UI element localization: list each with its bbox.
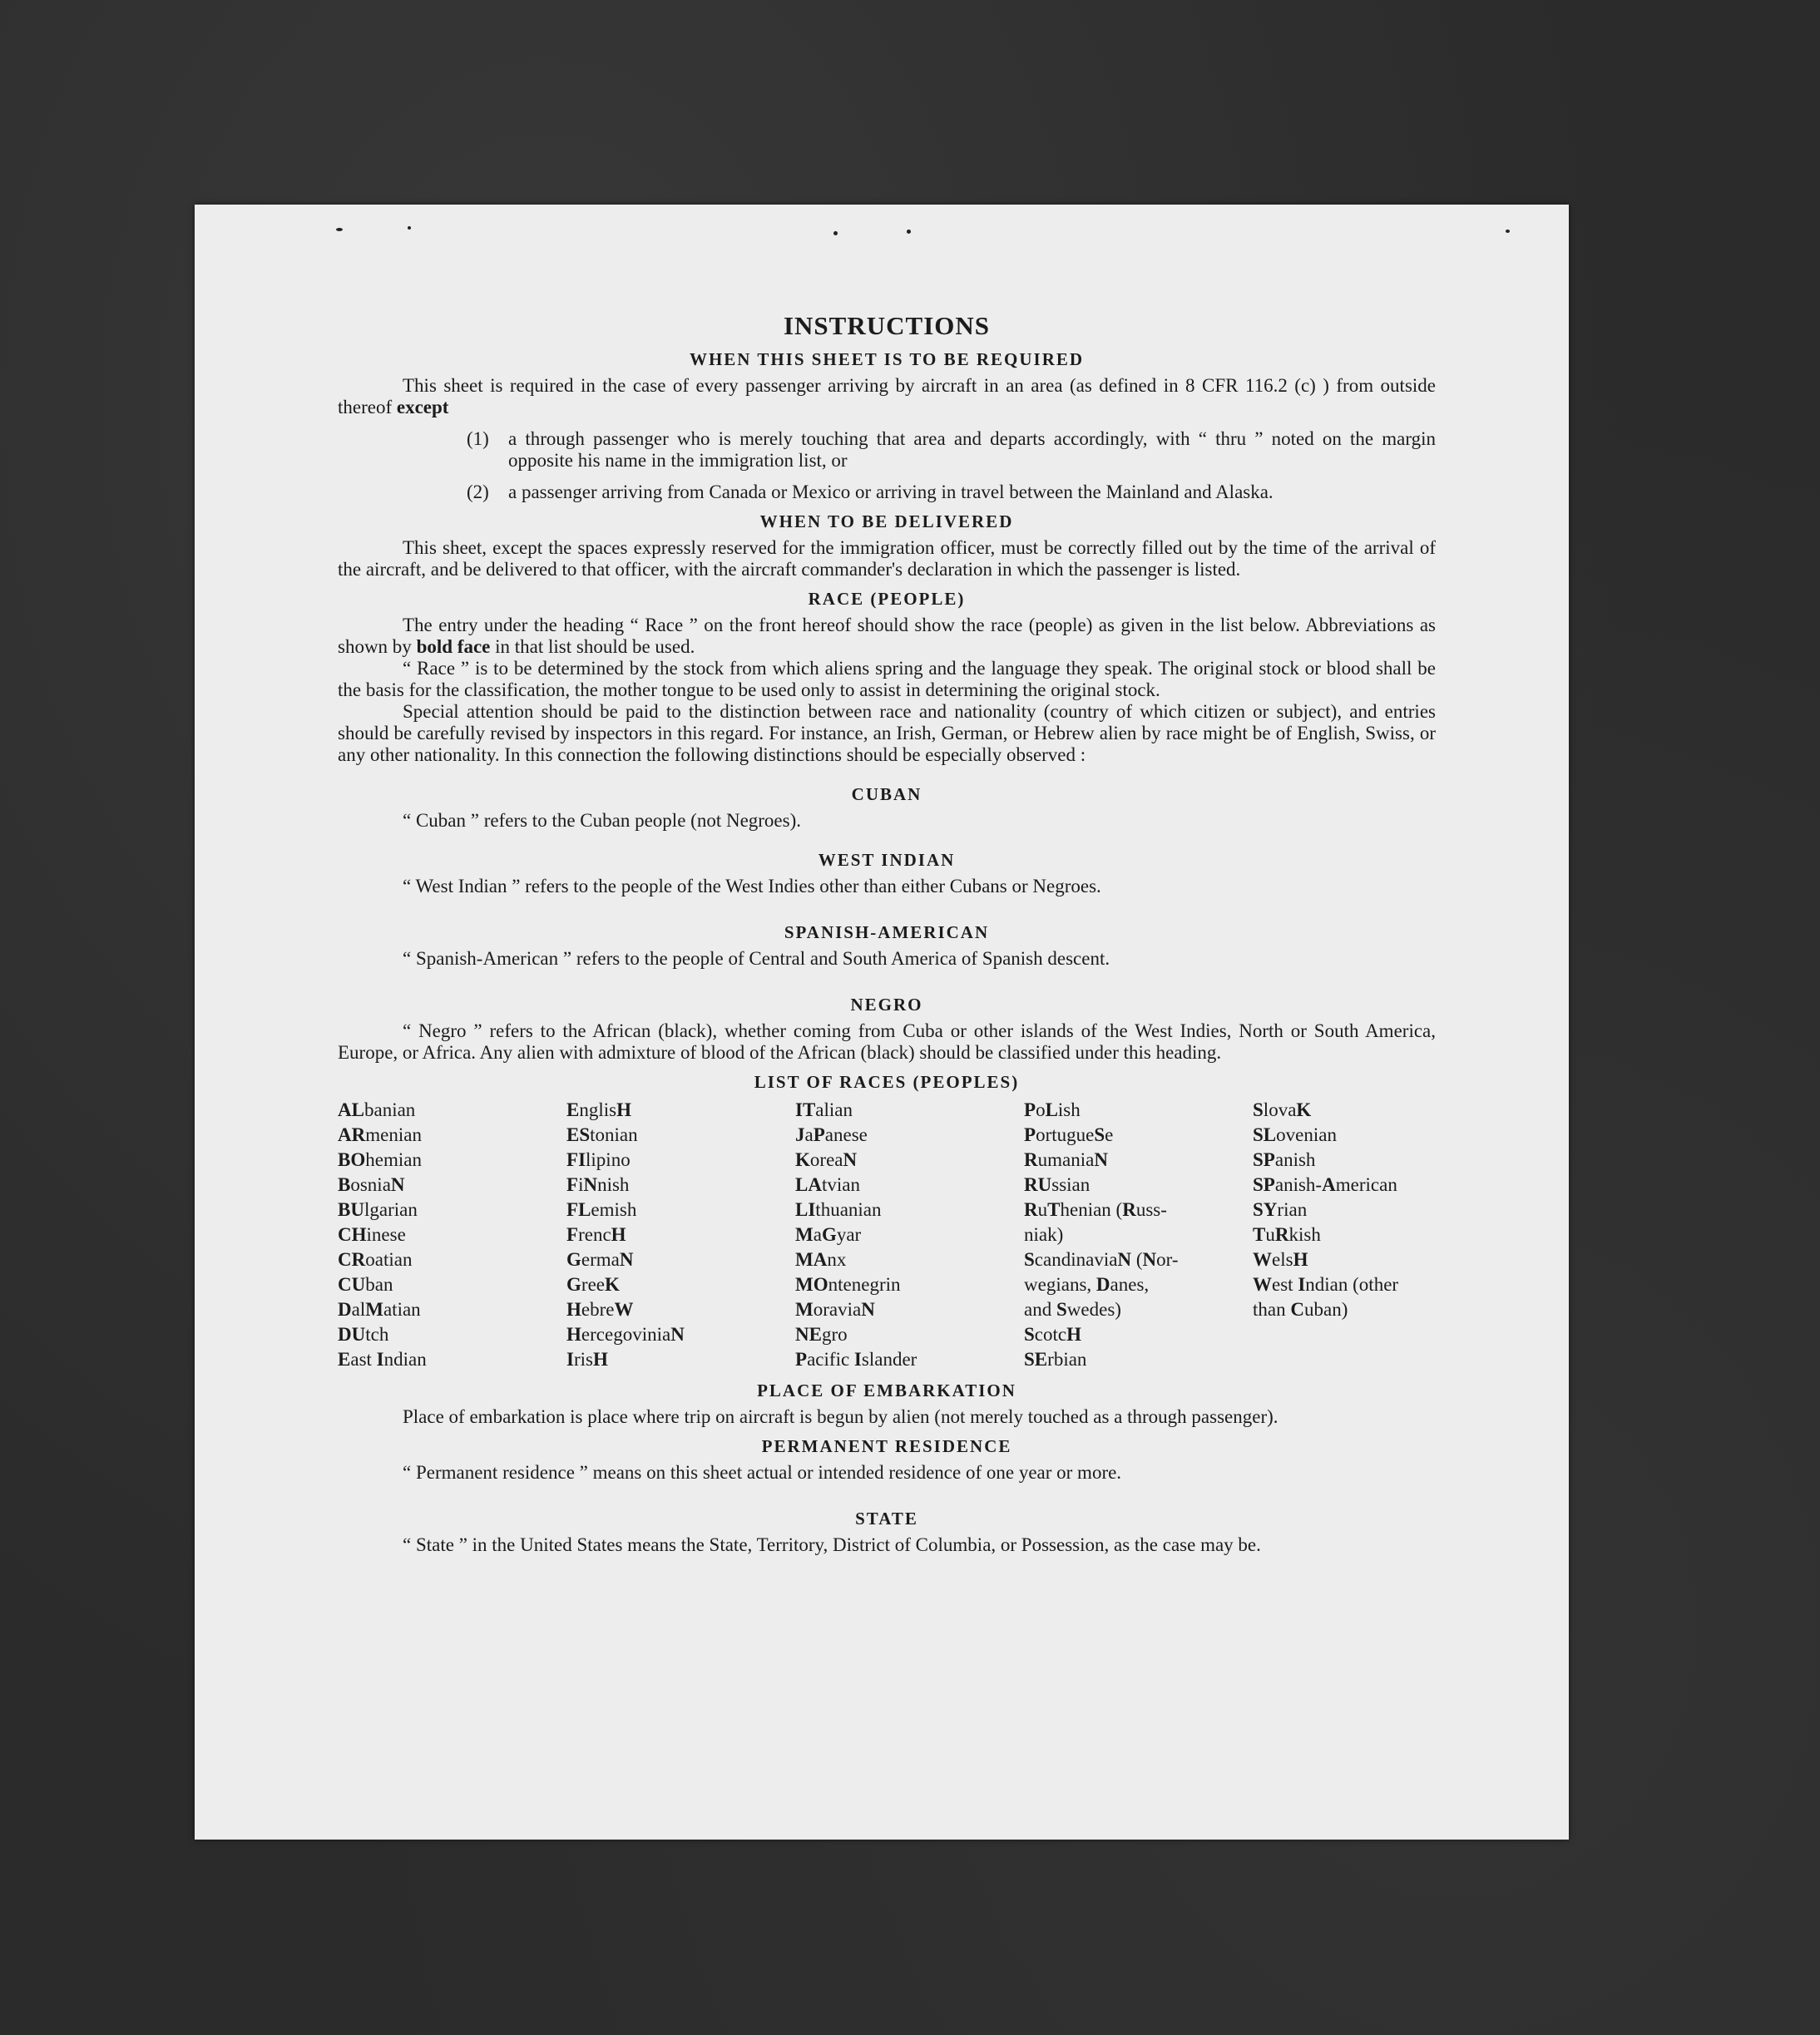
heading-negro: NEGRO [850, 995, 923, 1015]
cuban-paragraph: “ Cuban ” refers to the Cuban people (not Negroes). [403, 810, 802, 831]
negro-paragraph: “ Negro ” refers to the African (black), whether coming from Cuba or other islands of the West Indies, North or South America, Europe, or Africa. Any alien with admixture of blood of the African (black) should be classified under this heading. [338, 1020, 1436, 1063]
state-paragraph: “ State ” in the United States means the State, Territory, District of Columbia, or Possession, as the case may be. [403, 1534, 1261, 1555]
heading-west-indian: WEST INDIAN [818, 850, 956, 870]
race-item: SPanish [1253, 1149, 1316, 1170]
race-item: RumaniaN [1024, 1149, 1108, 1170]
race-item: DUtch [338, 1324, 389, 1345]
race-item: FiNnish [566, 1174, 630, 1195]
speck [336, 228, 343, 231]
race-item: SlovaK [1253, 1099, 1312, 1120]
race-item: NEgro [795, 1324, 848, 1345]
race-item: niak) [1024, 1224, 1064, 1245]
race-item: MAnx [795, 1249, 847, 1270]
required-item-2: (2) a passenger arriving from Canada or Mexico or arriving in travel between the Mainland and Alaska. [467, 482, 1274, 502]
race-item: SPanish-American [1253, 1174, 1397, 1195]
race-item: MaGyar [795, 1224, 862, 1245]
race-item: BOhemian [338, 1149, 422, 1170]
race-item: PortugueSe [1024, 1124, 1114, 1145]
race-item: East Indian [338, 1349, 427, 1370]
required-paragraph: This sheet is required in the case of every passenger arriving by aircraft in an area (as defined in 8 CFR 116.2 (c) ) from outside thereof except [338, 375, 1436, 417]
race-item: RuThenian (Russ- [1024, 1199, 1167, 1220]
race-item: CHinese [338, 1224, 406, 1245]
race-item: ScotcH [1024, 1324, 1082, 1345]
document-sheet [195, 205, 1569, 1840]
race-item: SErbian [1024, 1349, 1087, 1370]
race-item: GermaN [566, 1249, 634, 1270]
race-item: than Cuban) [1253, 1299, 1348, 1320]
race-item: PoLish [1024, 1099, 1081, 1120]
race-item: FIlipino [566, 1149, 631, 1170]
heading-list-of-races: LIST OF RACES (PEOPLES) [754, 1072, 1020, 1092]
race-item: IrisH [566, 1349, 608, 1370]
delivered-paragraph: This sheet, except the spaces expressly reserved for the immigration officer, must be correctly filled out by the time of the arrival of the aircraft, and be delivered to that officer, with the aircraft commander's declaration in which the passenger is listed. [338, 537, 1436, 580]
race-item: SLovenian [1253, 1124, 1337, 1145]
race-item: WelsH [1253, 1249, 1308, 1270]
race-item: wegians, Danes, [1024, 1274, 1150, 1295]
heading-embarkation: PLACE OF EMBARKATION [757, 1381, 1016, 1400]
required-item-1: (1) a through passenger who is merely touching that area and departs accordingly, with “ thru ” noted on the margin opposite his name in the immigration list, or [467, 428, 1436, 471]
race-item: MOntenegrin [795, 1274, 901, 1295]
race-paragraph-1: The entry under the heading “ Race ” on the front hereof should show the race (people) as given in the list below. Abbreviations as shown by bold face in that list should be used. [338, 615, 1436, 657]
page-title: INSTRUCTIONS [783, 311, 990, 340]
race-item: DalMatian [338, 1299, 421, 1320]
races-column-2 [566, 1098, 795, 1372]
race-item: FLemish [566, 1199, 637, 1220]
race-item: JaPanese [795, 1124, 868, 1145]
embarkation-paragraph: Place of embarkation is place where trip on aircraft is begun by alien (not merely touched as a through passenger). [403, 1406, 1278, 1427]
speck [907, 230, 911, 234]
race-item: ARmenian [338, 1124, 422, 1145]
race-item: Pacific Islander [795, 1349, 917, 1370]
race-item: ITalian [795, 1099, 853, 1120]
heading-permanent-residence: PERMANENT RESIDENCE [761, 1436, 1012, 1456]
race-item: BUlgarian [338, 1199, 418, 1220]
race-item: ALbanian [338, 1099, 416, 1120]
speck [1506, 230, 1510, 233]
race-item: MoraviaN [795, 1299, 875, 1320]
heading-cuban: CUBAN [851, 784, 922, 804]
race-paragraph-3: Special attention should be paid to the distinction between race and nationality (country of which citizen or subject), and entries should be carefully revised by inspectors in this regard. For instance, an Irish, German, or Hebrew alien by race might be of English, Swiss, or any other nationality. In this connection the following distinctions should be especially observed : [338, 701, 1436, 765]
heading-required: WHEN THIS SHEET IS TO BE REQUIRED [689, 349, 1085, 369]
race-item: KoreaN [795, 1149, 858, 1170]
residence-paragraph: “ Permanent residence ” means on this sheet actual or intended residence of one year or more. [403, 1462, 1122, 1483]
heading-spanish-american: SPANISH-AMERICAN [784, 922, 990, 942]
race-item: CUban [338, 1274, 393, 1295]
race-item: BosniaN [338, 1174, 405, 1195]
races-column-3 [795, 1098, 1024, 1372]
race-item: EnglisH [566, 1099, 631, 1120]
races-list [338, 1098, 1436, 1372]
west-indian-paragraph: “ West Indian ” refers to the people of the West Indies other than either Cubans or Negroes. [403, 876, 1101, 896]
race-item: EStonian [566, 1124, 638, 1145]
heading-state: STATE [855, 1509, 918, 1529]
races-column-1 [338, 1098, 566, 1372]
spanish-american-paragraph: “ Spanish-American ” refers to the people of Central and South America of Spanish descent. [403, 948, 1110, 969]
race-item: GreeK [566, 1274, 620, 1295]
race-item: TuRkish [1253, 1224, 1321, 1245]
race-item: ScandinaviaN (Nor- [1024, 1249, 1179, 1270]
race-item: SYrian [1253, 1199, 1308, 1220]
races-column-5 [1253, 1098, 1452, 1372]
races-column-4 [1024, 1098, 1253, 1372]
race-paragraph-2: “ Race ” is to be determined by the stock from which aliens spring and the language they speak. The original stock or blood shall be the basis for the classification, the mother tongue to be used only to assist in determining the original stock. [338, 658, 1436, 700]
race-item: LAtvian [795, 1174, 860, 1195]
race-item: LIthuanian [795, 1199, 882, 1220]
instructions-content [338, 311, 1436, 1556]
heading-race: RACE (PEOPLE) [808, 589, 966, 609]
speck [408, 226, 411, 230]
race-item: CRoatian [338, 1249, 413, 1270]
race-item: HercegoviniaN [566, 1324, 685, 1345]
race-item: West Indian (other [1253, 1274, 1399, 1295]
race-item: HebreW [566, 1299, 634, 1320]
race-item: and Swedes) [1024, 1299, 1121, 1320]
speck [833, 231, 838, 235]
race-item: RUssian [1024, 1174, 1091, 1195]
except-bold: except [396, 397, 449, 417]
race-item: FrencH [566, 1224, 626, 1245]
heading-delivered: WHEN TO BE DELIVERED [759, 511, 1014, 531]
